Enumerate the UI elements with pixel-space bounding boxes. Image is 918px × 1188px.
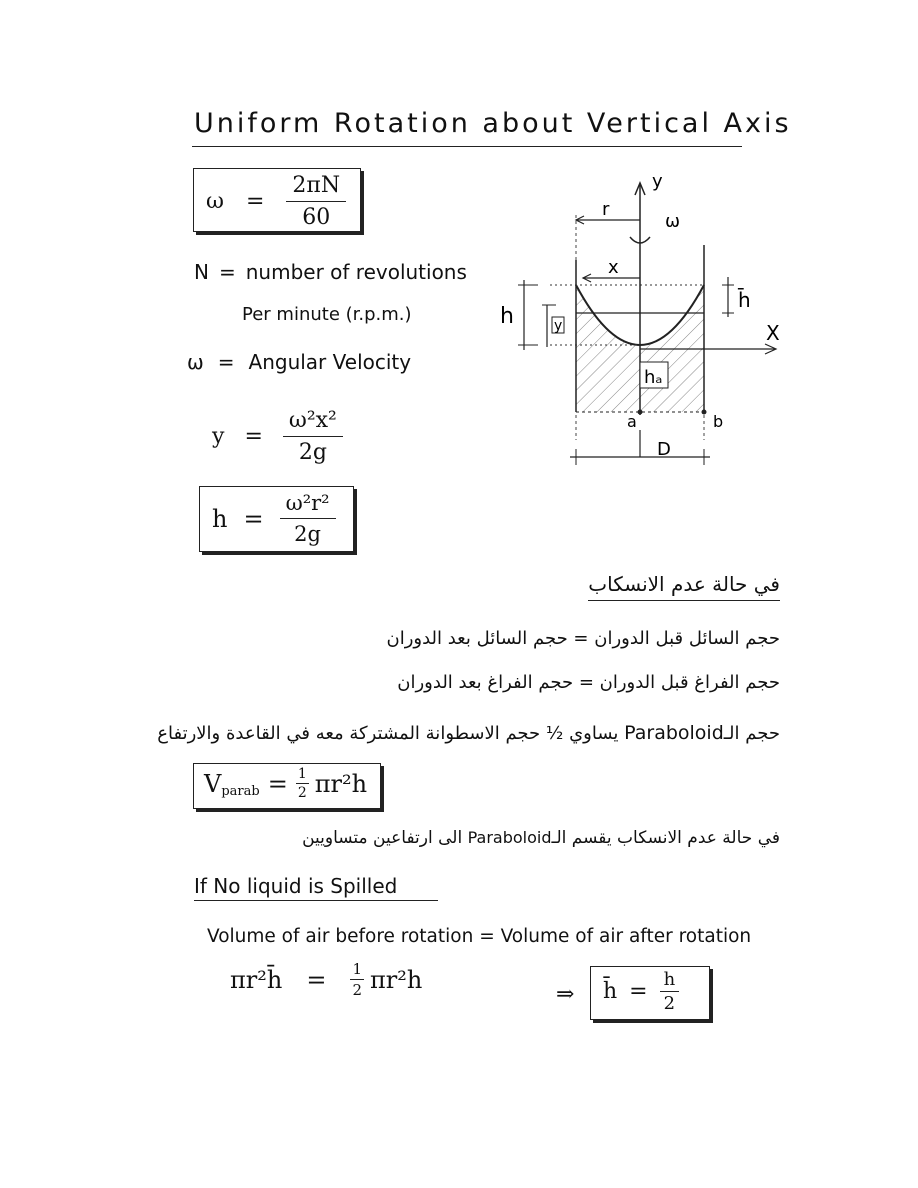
arabic-note-ar-b: الى ارتفاعين متساويين bbox=[302, 828, 463, 848]
vparab-half-den: 2 bbox=[297, 785, 307, 801]
y-formula-denominator: 2g bbox=[298, 440, 327, 465]
title-underline bbox=[192, 146, 742, 147]
omega-formula-box bbox=[193, 168, 361, 232]
h-formula-lhs: h bbox=[212, 504, 228, 533]
result-lhs: h̄ bbox=[603, 979, 618, 1004]
label-y-dim: y bbox=[554, 318, 563, 334]
arabic-line2: حجم الفراغ قبل الدوران = حجم الفراغ بعد الدوران bbox=[397, 672, 780, 693]
label-x-axis: X bbox=[766, 321, 780, 345]
arabic-note-ar-a: في حالة عدم الانسكاب يقسم الـ bbox=[551, 828, 780, 848]
w-text: Angular Velocity bbox=[248, 350, 412, 374]
label-a: a bbox=[627, 412, 637, 431]
vparab-formula-box bbox=[193, 763, 381, 809]
w-eq: = bbox=[217, 350, 235, 374]
arabic-line3 bbox=[157, 722, 780, 744]
y-formula-lhs: y bbox=[212, 424, 225, 449]
result-eq: = bbox=[629, 979, 648, 1004]
omega-formula-numerator: 2πN bbox=[286, 173, 346, 202]
label-x-dim: x bbox=[608, 257, 619, 278]
label-y-axis: y bbox=[652, 171, 663, 192]
rotating-container-diagram bbox=[490, 165, 800, 475]
label-D: D bbox=[657, 439, 671, 460]
h-formula-numerator: ω²r² bbox=[280, 491, 336, 519]
arabic-heading: في حالة عدم الانسكاب bbox=[588, 572, 780, 601]
spill-eq-rhs: πr²h bbox=[369, 965, 423, 994]
point-a-marker bbox=[638, 410, 643, 415]
omega-definition bbox=[187, 350, 411, 374]
h-formula-eq: = bbox=[243, 504, 264, 533]
spill-heading: If No liquid is Spilled bbox=[194, 874, 438, 901]
arabic-line3-ar-a: حجم الـ bbox=[723, 723, 780, 744]
n-symbol: N bbox=[194, 260, 209, 284]
n-text-line2: Per minute (r.p.m.) bbox=[242, 304, 412, 325]
y-formula bbox=[212, 408, 343, 465]
spill-equation bbox=[230, 960, 422, 999]
arabic-line1: حجم السائل قبل الدوران = حجم السائل بعد الدوران bbox=[386, 628, 780, 649]
omega-formula-lhs: ω bbox=[206, 189, 224, 214]
h-formula-box bbox=[199, 486, 354, 552]
label-omega: ω bbox=[665, 211, 681, 232]
spill-eq-sign: = bbox=[306, 965, 327, 994]
n-definition bbox=[194, 260, 467, 284]
implies-arrow-icon: ⇒ bbox=[556, 982, 575, 1007]
vparab-eq: = bbox=[267, 769, 288, 798]
label-hbar: h̄ bbox=[738, 288, 751, 312]
label-r: r bbox=[602, 199, 610, 220]
spill-half-den: 2 bbox=[352, 981, 362, 999]
w-symbol: ω bbox=[187, 350, 204, 374]
y-formula-eq: = bbox=[244, 424, 263, 449]
vparab-lhs: V bbox=[204, 769, 222, 798]
arabic-line3-ar-b: يساوي ½ حجم الاسطوانة المشتركة معه في القاعدة والارتفاع bbox=[157, 723, 619, 744]
omega-formula-eq: = bbox=[245, 189, 265, 214]
point-b-marker bbox=[702, 410, 707, 415]
vparab-rhs: πr²h bbox=[314, 769, 368, 798]
result-num: h bbox=[660, 969, 680, 992]
page-title: Uniform Rotation about Vertical Axis bbox=[194, 108, 792, 139]
arabic-note bbox=[302, 828, 780, 848]
vparab-half-num: 1 bbox=[297, 766, 307, 782]
spill-statement: Volume of air before rotation = Volume of air after rotation bbox=[207, 926, 752, 947]
spill-eq-lhs: πr²h̄ bbox=[230, 965, 283, 994]
vparab-sub: parab bbox=[221, 784, 260, 799]
arabic-note-en: Paraboloid bbox=[467, 828, 552, 847]
omega-formula-denominator: 60 bbox=[302, 205, 331, 230]
result-den: 2 bbox=[663, 993, 676, 1014]
n-text-line1: number of revolutions bbox=[245, 260, 467, 284]
h-formula-denominator: 2g bbox=[294, 522, 321, 546]
arabic-line3-en: Paraboloid bbox=[624, 722, 724, 744]
spill-half-num: 1 bbox=[352, 960, 362, 978]
label-h: h bbox=[500, 304, 514, 329]
label-ha: hₐ bbox=[644, 367, 663, 388]
label-b: b bbox=[713, 412, 724, 431]
y-formula-numerator: ω²x² bbox=[283, 408, 343, 437]
n-eq: = bbox=[218, 260, 236, 284]
result-box bbox=[590, 966, 710, 1020]
